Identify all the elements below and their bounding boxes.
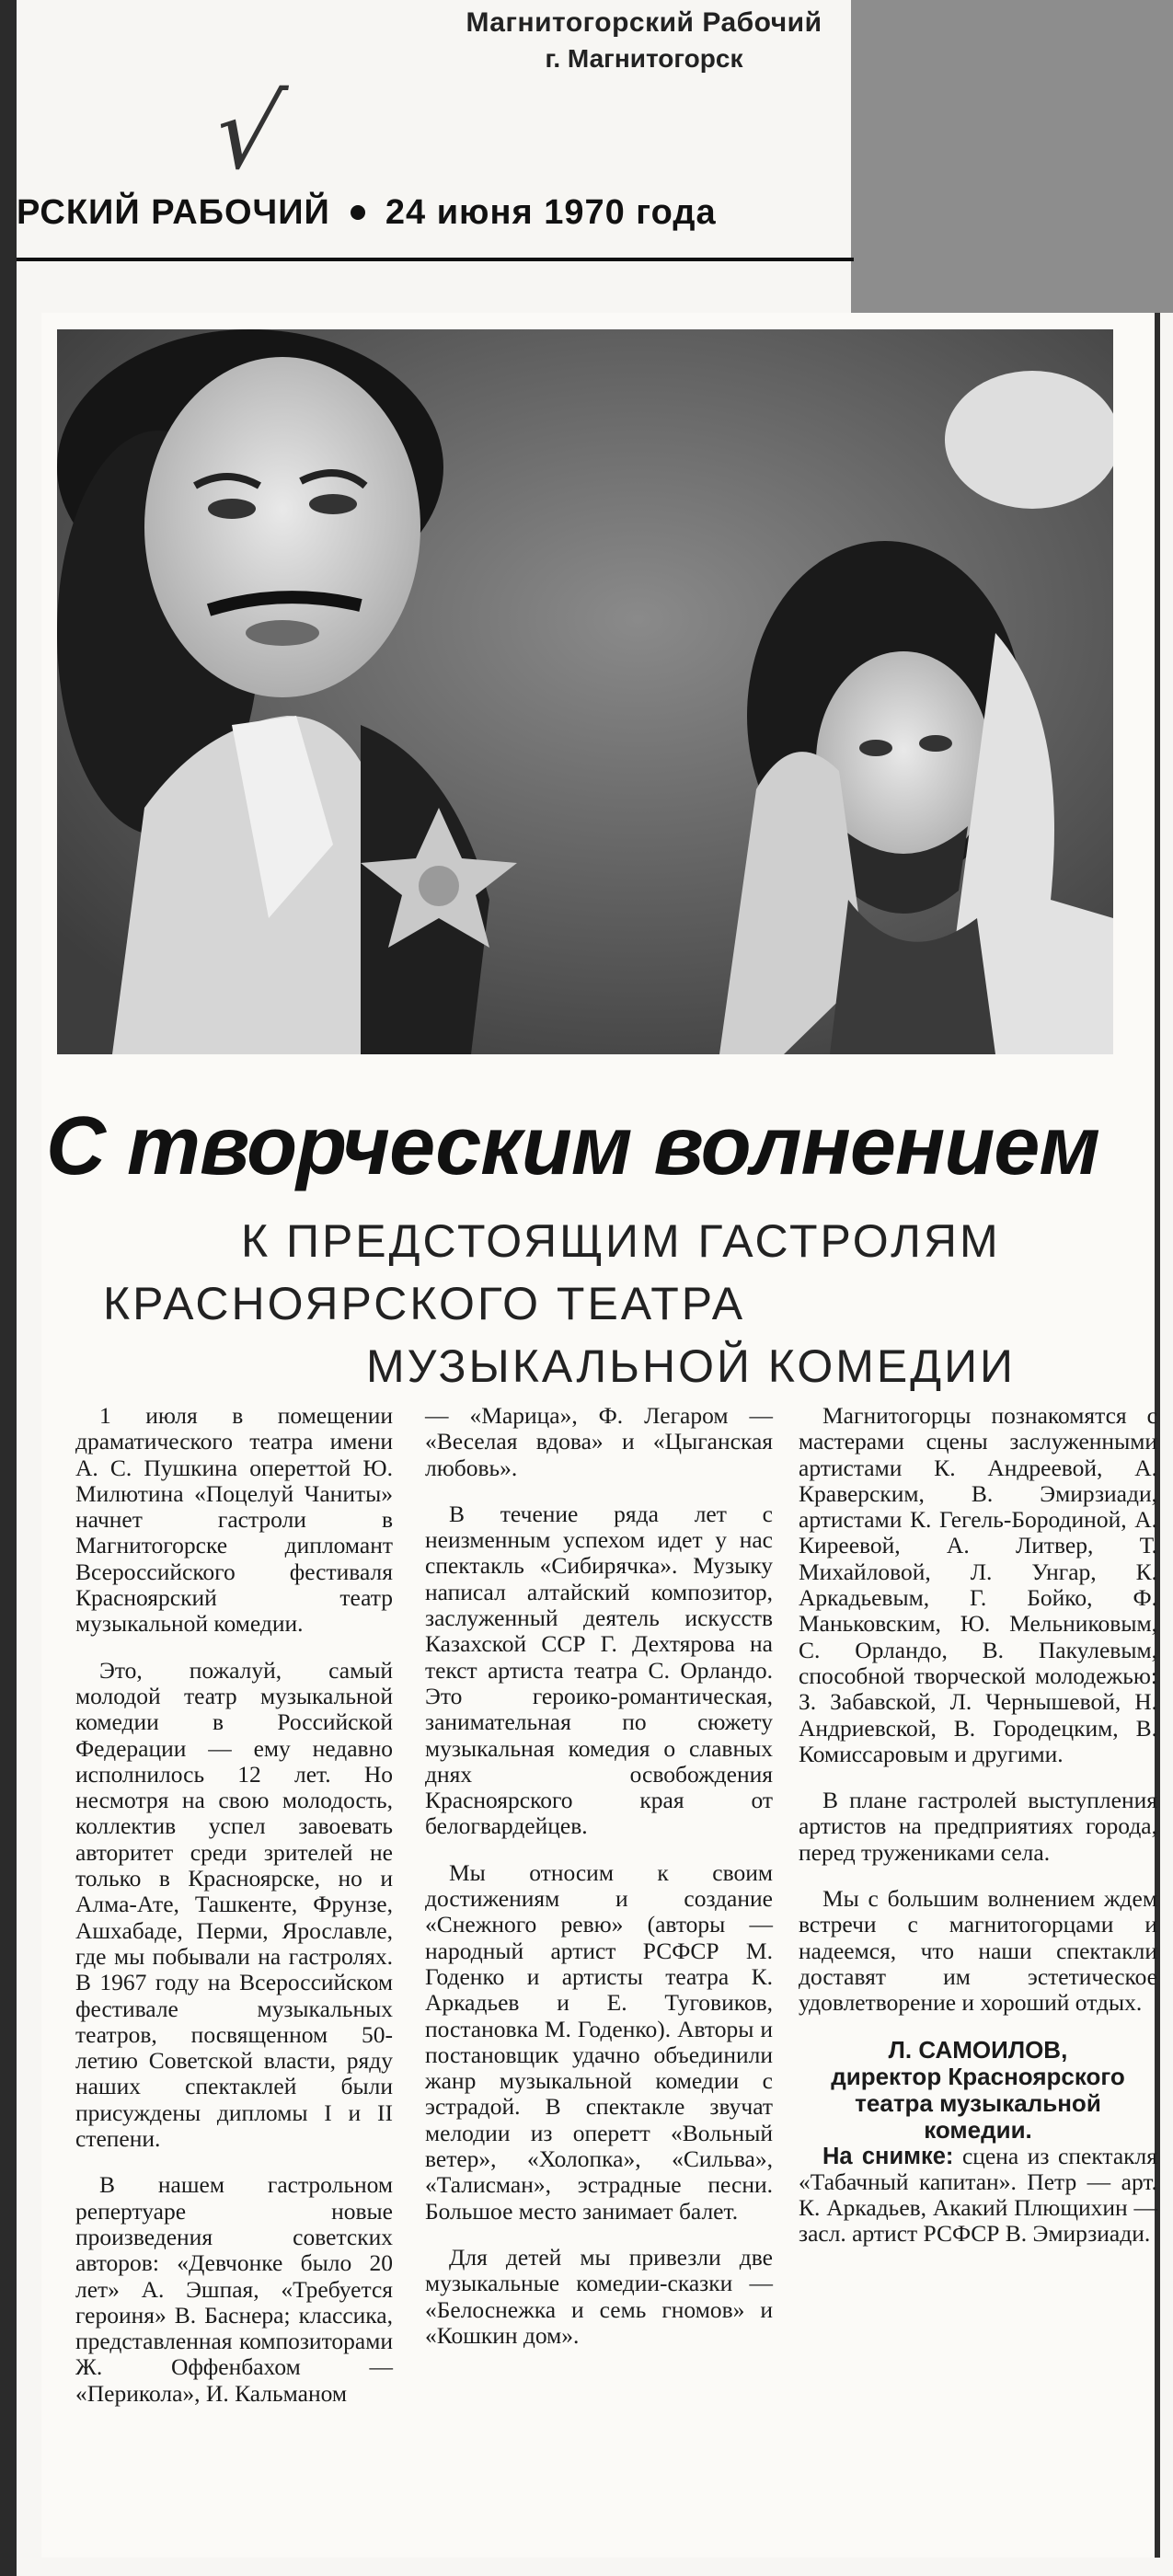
article-headline: С творческим волнением <box>46 1100 1099 1192</box>
scan-left-edge <box>0 0 17 2576</box>
article-paragraph: Для детей мы привезли две музыкальные комедии-сказки — «Белоснежка и семь гномов» и «Кошкин дом». <box>425 2243 773 2349</box>
article-column-2 <box>425 1403 773 2369</box>
handwritten-check-mark: √ <box>205 74 292 191</box>
scan-gray-area <box>851 0 1173 313</box>
author-name: Л. САМОИЛОВ, <box>888 2035 1068 2064</box>
stamp-line-city: г. Магнитогорск <box>545 44 743 73</box>
caption-lead: На снимке: <box>822 2143 954 2169</box>
article-paragraph: В плане гастролей выступления артистов на предприятиях города, перед тружениками села. <box>799 1787 1157 1866</box>
article-paragraph: Магнитогорцы познакомятся с мастерами сцены заслуженными артистами К. Андреевой, А. Краверским, В. Эмирзиади, артистами К. Гегель-Бородиной, А. Киреевой, А. Литвер, Т. Михайловой, Л. Унгар, К. Аркадьевым, Г. Бойко, Ф. Маньковским, Ю. Мельниковым, С. Орландо, В. Пакулевым, способной творческой молодежью: З. Забавской, Л. Чернышевой, Н. Андриевской, В. Городецким, В. Комиссаровым и другими. <box>799 1402 1157 1767</box>
article-column-1 <box>75 1403 393 2427</box>
masthead-rule <box>17 258 854 261</box>
article-paragraph: — «Марица», Ф. Легаром — «Веселая вдова» и «Цыганская любовь». <box>425 1402 773 1481</box>
subheadline-line-2: КРАСНОЯРСКОГО ТЕАТРА <box>103 1278 746 1329</box>
subheadline-line-3: МУЗЫКАЛЬНОЙ КОМЕДИИ <box>366 1340 1016 1392</box>
article-column-3 <box>799 1403 1157 2268</box>
newspaper-masthead <box>17 193 854 233</box>
masthead-date: 24 июня 1970 года <box>385 193 717 232</box>
source-stamp <box>432 7 856 81</box>
article-paragraph: 1 июля в помещении драматического театра имени А. С. Пушкина опереттой Ю. Милютина «Поцелуй Чаниты» начнет гастроли в Магнитогорске дипломант Всероссийского фестиваля Красноярский театр музыкальной комедии. <box>75 1402 393 1638</box>
photo-caption <box>799 2144 1157 2248</box>
masthead-name: РСКИЙ РАБОЧИЙ <box>17 193 330 232</box>
subheadline-line-1: К ПРЕДСТОЯЩИМ ГАСТРОЛЯМ <box>241 1215 1001 1267</box>
photo-illustration <box>57 329 1113 1054</box>
article-paragraph: В течение ряда лет с неизменным успехом идет у нас спектакль «Сибирячка». Музыку написал алтайский композитор, заслуженный деятель искусств Казахской ССР Г. Дехтярова на текст артиста театра С. Орландо. Это героико-романтическая, занимательная по сюжету музыкальная комедия о славных днях освобождения Красноярского края от белогвардейцев. <box>425 1500 773 1840</box>
bullet-dot <box>351 205 365 220</box>
theatre-scene-photo <box>57 329 1113 1054</box>
article-paragraph: Мы относим к своим достижениям и создание «Снежного ревю» (авторы — народный артист РСФСР М. Годенко и артисты театра К. Аркадьев и Е. Туговиков, постановка М. Годенко). Авторы и постановщик удачно объединили жанр музыкальной комедии с эстрадой. В спектакле звучат мелодии из оперетт «Вольный ветер», «Холопка», «Сильва», «Талисман», эстрадные песни. Большое место занимает балет. <box>425 1858 773 2225</box>
caption-text: сцена из спектакля «Табачный капитан». Петр — арт. К. Аркадьев, Акакий Плющихин — засл. артист РСФСР В. Эмирзиади. <box>799 2142 1158 2248</box>
author-signature <box>799 2037 1157 2144</box>
author-title: директор Красноярского театра музыкальной комедии. <box>831 2062 1125 2144</box>
article-paragraph: В нашем гастрольном репертуаре новые произведения советских авторов: «Девчонке было 20 лет» А. Эшпая, «Требуется героиня» В. Баснера; классика, представленная композиторами Ж. Оффенбахом — «Перикола», И. Кальманом <box>75 2171 393 2407</box>
article-paragraph: Это, пожалуй, самый молодой театр музыкальной комедии в Российской Федерации — ему недавно исполнилось 12 лет. Но несмотря на свою молодость, коллектив успел завоевать авторитет среди зрителей не только в Красноярске, но и Алма-Ате, Ташкенте, Фрунзе, Ашхабаде, Перми, Ярославле, где мы побывали на гастролях. В 1967 году на Всероссийском фестивале музыкальных театров, посвященном 50-летию Советской власти, ряду наших спектаклей были присуждены дипломы I и II степени. <box>75 1656 393 2153</box>
stamp-line-newspaper: Магнитогорский Рабочий <box>466 7 822 38</box>
article-paragraph: Мы с большим волнением ждем встречи с магнитогорцами и надеемся, что наши спектакли доставят им эстетическое удовлетворение и хороший отдых. <box>799 1885 1157 2017</box>
